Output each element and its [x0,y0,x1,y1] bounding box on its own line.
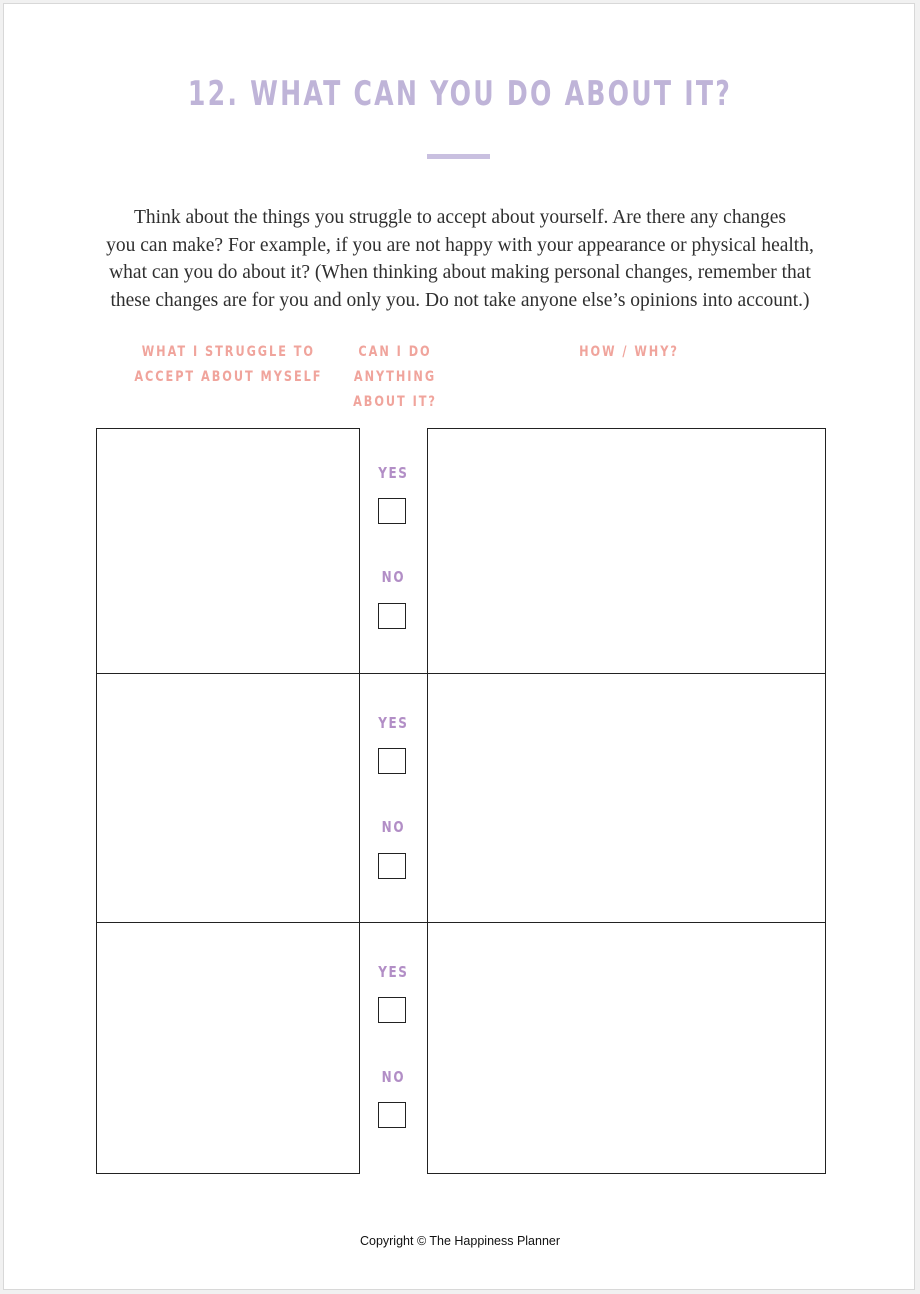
answer-row-1 [360,428,427,677]
intro-line: these changes are for you and only you. Do not take anyone else’s opinions into account.) [110,289,810,311]
column-heading-line: ANYTHING [353,369,437,385]
row-divider [96,922,826,923]
answer-row-2 [360,677,427,926]
column-heading-line: ACCEPT ABOUT MYSELF [134,369,323,385]
intro-line: you can make? For example, if you are not happy with your appearance or physical health, [106,234,814,256]
copyright-footer: Copyright © The Happiness Planner [359,1234,561,1248]
answer-row-3 [360,926,427,1175]
title-divider [427,154,490,159]
column-heading-line: CAN I DO [358,344,432,360]
no-label: NO [381,568,406,586]
column-heading-can-i [347,340,442,415]
column-heading-line: ABOUT IT? [353,394,437,410]
yes-label: YES [378,714,409,732]
worksheet-page [3,3,915,1290]
yes-label: YES [378,963,409,981]
intro-paragraph [64,204,856,314]
no-checkbox[interactable] [378,603,406,629]
column-heading-how-why [547,340,711,365]
yes-checkbox[interactable] [378,748,406,774]
column-heading-line: HOW / WHY? [579,344,679,360]
no-checkbox[interactable] [378,1102,406,1128]
no-label: NO [381,818,406,836]
yes-checkbox[interactable] [378,997,406,1023]
no-label: NO [381,1068,406,1086]
no-checkbox[interactable] [378,853,406,879]
struggle-writing-area[interactable] [96,428,360,1174]
yes-label: YES [378,464,409,482]
intro-line: what can you do about it? (When thinking about making personal changes, remember that [109,262,811,283]
intro-line: Think about the things you struggle to accept about yourself. Are there any changes [134,207,786,228]
how-why-writing-area[interactable] [427,428,826,1174]
column-heading-line: WHAT I STRUGGLE TO [141,344,316,360]
row-divider [96,673,826,674]
page-title: 12. WHAT CAN YOU DO ABOUT IT? [187,74,733,114]
yes-checkbox[interactable] [378,498,406,524]
column-heading-struggle [125,340,332,390]
